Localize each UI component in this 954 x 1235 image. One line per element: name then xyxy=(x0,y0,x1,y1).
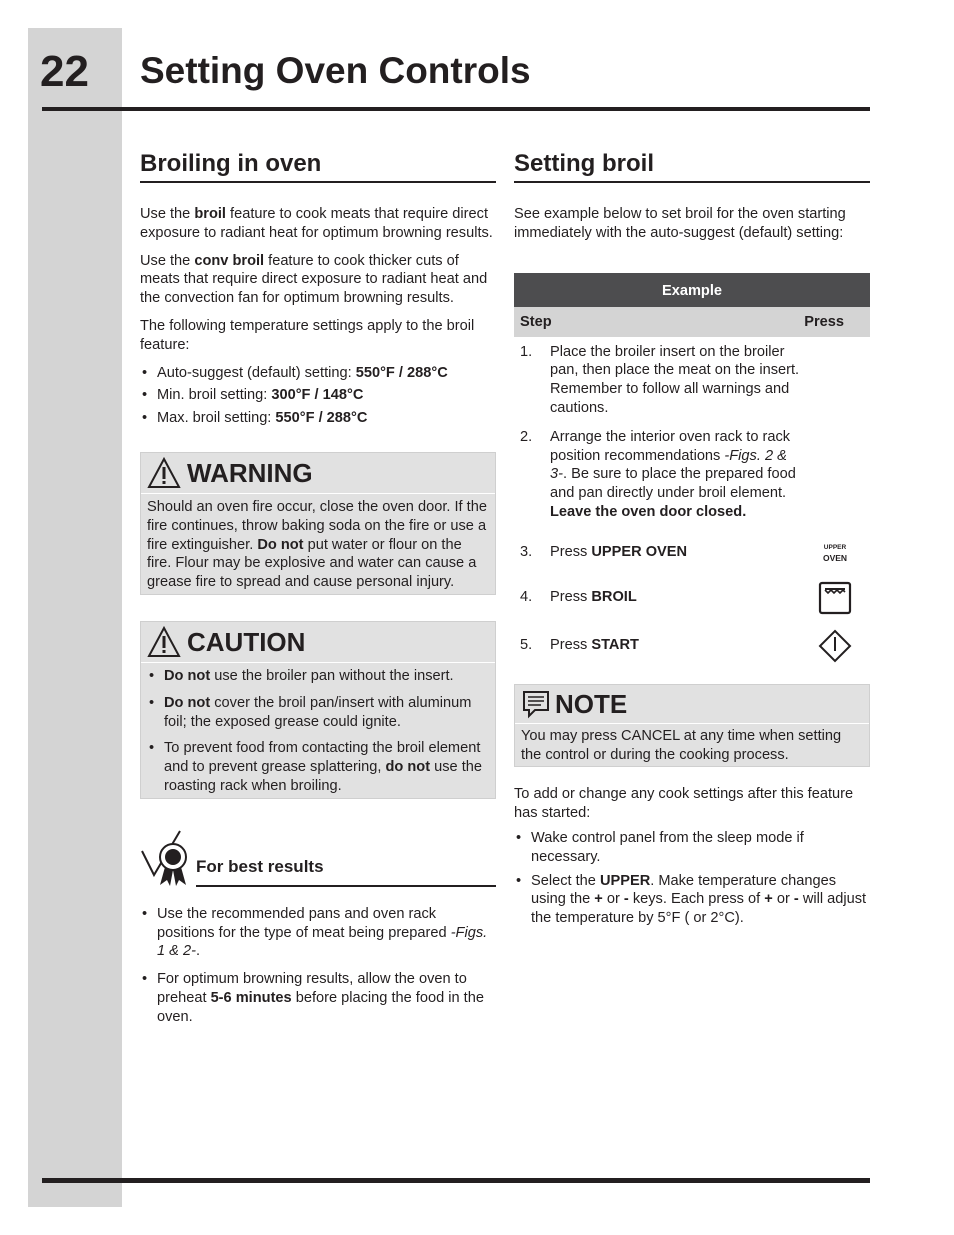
list-item: • Auto-suggest (default) setting: 550°F / 288°C xyxy=(140,364,496,383)
example-header: Example xyxy=(514,273,870,307)
section-heading-setting-broil: Setting broil xyxy=(514,150,870,183)
warning-header xyxy=(141,453,495,494)
list-item: • For optimum browning results, allow the oven to preheat 5-6 minutes before placing the food in the oven. xyxy=(140,970,496,1026)
warning-text: Should an oven fire occur, close the oven door. If the fire continues, throw baking soda on the fire or use a fire extinguisher. Do not put water or flour on the fire. Flour may be explosive and water can cause a grease fire to spread and cause personal injury. xyxy=(147,498,487,591)
example-step: 4. Press BROIL xyxy=(514,580,870,616)
header-rule xyxy=(42,107,870,111)
paragraph-broil: Use the broil feature to cook meats that require direct exposure to radiant heat for optimum browning results. xyxy=(140,206,493,241)
best-results-header xyxy=(140,829,496,887)
note-header xyxy=(515,685,869,724)
caution-triangle-icon xyxy=(147,626,181,658)
broil-key[interactable] xyxy=(800,581,870,615)
example-step: 5. Press START xyxy=(514,628,870,664)
example-column-headers xyxy=(514,307,870,337)
page-number: 22 xyxy=(40,47,89,96)
step-column-label: Step xyxy=(520,313,552,330)
caution-box xyxy=(140,621,496,799)
list-item: • To prevent food from contacting the broil element and to prevent grease splattering, do not use the roasting rack when broiling. xyxy=(147,739,489,795)
caution-header xyxy=(141,622,495,663)
best-results-list xyxy=(140,905,496,1027)
note-box xyxy=(514,684,870,768)
list-item: • Do not use the broiler pan without the insert. xyxy=(147,667,489,686)
note-text: You may press CANCEL at any time when setting the control or during the cooking process. xyxy=(521,727,842,763)
paragraph-conv-broil: Use the conv broil feature to cook thicker cuts of meats that require direct exposure to radiant heat and the convection fan for optimum browning results. xyxy=(140,252,488,307)
list-item: • Do not cover the broil pan/insert with aluminum foil; the exposed grease could ignite. xyxy=(147,694,489,732)
warning-title: WARNING xyxy=(187,457,313,488)
warning-triangle-icon xyxy=(147,457,181,489)
ribbon-award-icon xyxy=(140,829,194,887)
caution-list xyxy=(147,667,489,796)
section-heading-broiling: Broiling in oven xyxy=(140,150,496,183)
left-column xyxy=(140,150,496,1027)
right-column xyxy=(514,150,870,928)
paragraph-after: To add or change any cook settings after this feature has started: xyxy=(514,786,854,822)
footer-rule xyxy=(42,1178,870,1183)
paragraph-temperature: The following temperature settings apply to the broil feature: xyxy=(140,317,475,353)
list-item: • Use the recommended pans and oven rack positions for the type of meat being prepared -Figs. 1 & 2-. xyxy=(140,905,496,961)
example-table xyxy=(514,273,870,664)
change-settings-list xyxy=(514,829,870,928)
list-item: • Select the UPPER. Make temperature changes using the + or - keys. Each press of + or - will adjust the temperature by 5°F ( or 2°C). xyxy=(514,872,870,928)
example-step: 1. Place the broiler insert on the broiler pan, then place the meat on the insert. Remember to follow all warnings and cautions. xyxy=(520,343,800,416)
note-body xyxy=(515,724,869,767)
page-title: Setting Oven Controls xyxy=(140,50,531,91)
warning-box xyxy=(140,452,496,595)
paragraph-intro: See example below to set broil for the oven starting immediately with the auto-suggest (default) setting: xyxy=(514,206,846,241)
note-icon xyxy=(521,689,551,719)
best-results-title: For best results xyxy=(196,857,496,887)
upper-oven-key[interactable]: UPPER OVEN xyxy=(822,543,848,563)
list-item: • Max. broil setting: 550°F / 288°C xyxy=(140,409,496,428)
caution-body xyxy=(141,663,495,798)
page-sidebar xyxy=(28,28,122,1207)
note-title: NOTE xyxy=(555,688,628,719)
list-item: • Wake control panel from the sleep mode if necessary. xyxy=(514,829,870,867)
example-step: 2. Arrange the interior oven rack to rack position recommendations -Figs. 2 & 3-. Be sure to place the prepared food and pan directly under broil element. Leave the oven door closed. xyxy=(520,428,796,520)
list-item: • Min. broil setting: 300°F / 148°C xyxy=(140,386,496,405)
caution-title: CAUTION xyxy=(187,626,306,657)
broil-icon xyxy=(818,581,852,615)
warning-body xyxy=(141,494,495,594)
example-step: 3. Press UPPER OVEN UPPER OVEN xyxy=(514,534,870,572)
start-key[interactable] xyxy=(800,629,870,663)
press-column-label: Press xyxy=(804,313,844,330)
temperature-settings-list xyxy=(140,364,496,428)
start-icon xyxy=(818,629,852,663)
